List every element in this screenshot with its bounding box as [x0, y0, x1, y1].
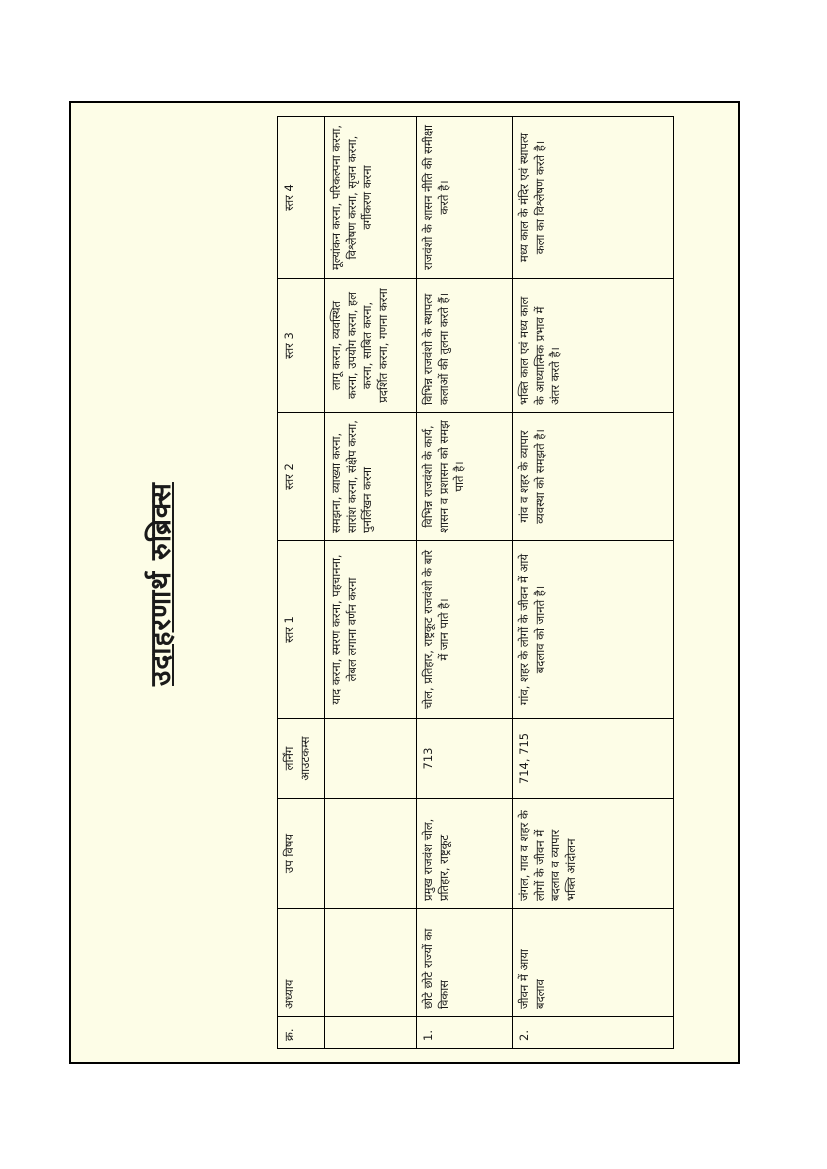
- level3-cell: विभिन्न राजवंशो के स्थापत्य कलाओं की तुलना करते हैं।: [417, 279, 513, 413]
- level4-cell: राजवंशो के शासन नीति की समीक्षा करते है।: [417, 117, 513, 279]
- header-cell: लर्निंग आउटकम्स: [278, 719, 325, 799]
- table-row: [513, 117, 674, 1049]
- table-row: [417, 117, 513, 1049]
- subtopic-cell: जंगल, गाव व शहर के लोगों के जीवन में बदलाव व व्यापार भक्ति आंदोलन: [513, 799, 674, 909]
- header-cell: स्तर 2: [278, 413, 325, 541]
- subtopic-cell: प्रमुख राजवंश चोल, प्रतिहार, राष्ट्रकूट: [417, 799, 513, 909]
- table-cell: [325, 1017, 417, 1049]
- level1-cell: गांव, शहर के लोगों के जीवन में आये बदलाव को जानते है।: [513, 541, 674, 719]
- level3-cell: भक्ति काल एवं मध्य काल के आध्यात्मिक प्रभाव में अंतर करते है।: [513, 279, 674, 413]
- descriptor-row: [325, 117, 417, 1049]
- chapter-cell: जीवन में आया बदलाव: [513, 909, 674, 1017]
- level4-cell: मध्य काल के मंदिर एवं स्थापत्य कला का विश्लेषण करते है।: [513, 117, 674, 279]
- level1-cell: चोल, प्रतिहार, राष्ट्रकूट राजवंशो के बारे में जान पाते है।: [417, 541, 513, 719]
- page-title: उदाहरणार्थ रुब्रिक्स: [144, 482, 177, 686]
- header-cell: स्तर 1: [278, 541, 325, 719]
- table-cell: याद करना, स्मरण करना, पहचानना, लेबल लगाना वर्णन करना: [325, 541, 417, 719]
- outcome-cell: 713: [417, 719, 513, 799]
- header-cell: अध्याय: [278, 909, 325, 1017]
- rubric-table: [277, 116, 674, 1049]
- header-cell: स्तर 4: [278, 117, 325, 279]
- outcome-cell: 714, 715: [513, 719, 674, 799]
- rubric-table-wrapper: [277, 117, 674, 1049]
- header-cell: उप विषय: [278, 799, 325, 909]
- row-number: 1.: [417, 1017, 513, 1049]
- table-cell: लागू करना, व्यवस्थित करना, उपयोग करना, हल करना, साबित करना, प्रदर्शित करना, गणना करना: [325, 279, 417, 413]
- table-cell: समझना, व्याख्या करना, सारांश करना, संक्षेप करना, पुनर्लिखन करना: [325, 413, 417, 541]
- chapter-cell: छोटे छोटे राज्यों का विकास: [417, 909, 513, 1017]
- table-cell: मूल्यांकन करना, परिकल्पना करना, विश्लेषण करना, सृजन करना, वर्गीकरण करना: [325, 117, 417, 279]
- table-cell: [325, 799, 417, 909]
- level2-cell: विभिन्न राजवंशो के कार्य, शासन व प्रशासन को समझ पाते है।: [417, 413, 513, 541]
- row-number: 2.: [513, 1017, 674, 1049]
- table-cell: [325, 909, 417, 1017]
- table-cell: [325, 719, 417, 799]
- level2-cell: गांव व शहर के व्यापार व्यवस्था को समझते है।: [513, 413, 674, 541]
- header-cell: स्तर 3: [278, 279, 325, 413]
- header-row: [278, 117, 325, 1049]
- header-cell: क्र.: [278, 1017, 325, 1049]
